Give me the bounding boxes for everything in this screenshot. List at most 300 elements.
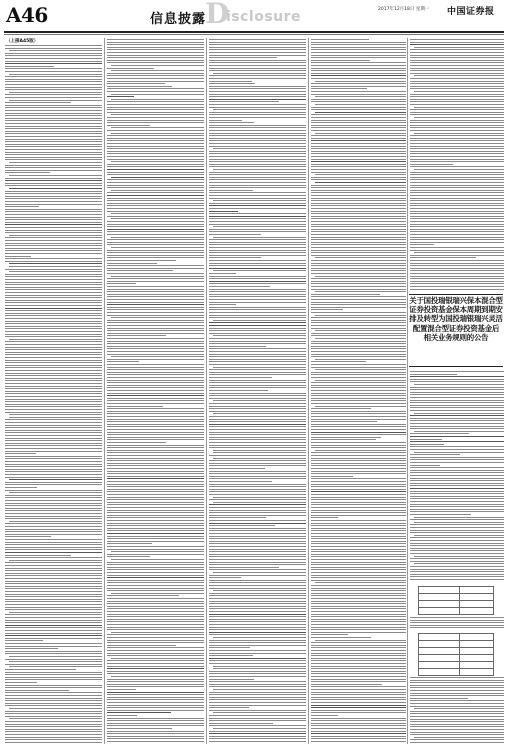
text-column-3: [209, 38, 306, 744]
text-line: [315, 104, 406, 105]
text-line: [410, 726, 504, 727]
text-line: [107, 393, 204, 394]
column-divider: [104, 38, 105, 744]
text-line: [5, 126, 102, 127]
text-line: [209, 127, 306, 128]
text-line: [107, 101, 204, 102]
text-line: [311, 671, 406, 672]
text-line: [5, 243, 102, 244]
text-line: [410, 703, 504, 704]
text-line: [209, 299, 306, 300]
text-line: [209, 684, 306, 685]
text-line: [410, 376, 504, 377]
text-line: [410, 504, 504, 505]
text-line: [5, 565, 102, 566]
text-line: [107, 406, 163, 407]
text-line: [311, 328, 406, 329]
text-line: [107, 283, 136, 284]
text-line: [5, 547, 102, 548]
text-line: [213, 458, 306, 459]
text-line: [107, 200, 204, 201]
text-line: [5, 586, 102, 587]
text-line: [5, 409, 102, 410]
text-line: [5, 144, 102, 145]
masthead: [0, 0, 508, 30]
text-line: [311, 702, 406, 703]
text-line: [311, 260, 406, 261]
text-line: [414, 252, 504, 253]
text-line: [311, 117, 406, 118]
text-line: [311, 614, 406, 615]
text-line: [209, 523, 306, 524]
text-line: [410, 73, 504, 74]
text-line: [311, 699, 406, 700]
text-line: [9, 100, 102, 101]
text-line: [111, 559, 204, 560]
text-line: [410, 239, 504, 240]
text-line: [5, 287, 102, 288]
text-line: [209, 57, 277, 58]
text-line: [107, 159, 204, 160]
text-line: [107, 315, 204, 316]
text-line: [311, 198, 406, 199]
text-line: [311, 395, 406, 396]
text-line: [107, 640, 204, 641]
text-line: [209, 348, 306, 349]
text-line: [5, 347, 102, 348]
text-line: [311, 736, 406, 737]
text-line: [5, 123, 102, 124]
text-line: [209, 346, 266, 347]
text-line: [107, 343, 204, 344]
text-line: [107, 216, 204, 217]
text-line: [5, 711, 102, 712]
text-line: [311, 463, 406, 464]
text-line: [107, 224, 204, 225]
text-line: [209, 252, 306, 253]
text-line: [107, 330, 204, 331]
text-line: [209, 663, 306, 664]
text-line: [107, 359, 204, 360]
text-line: [311, 694, 406, 695]
text-line: [209, 629, 306, 630]
text-line: [311, 569, 406, 570]
text-line: [5, 588, 102, 589]
text-line: [107, 348, 204, 349]
text-line: [311, 486, 406, 487]
text-line: [209, 380, 306, 381]
text-line: [107, 611, 204, 612]
text-line: [209, 198, 306, 199]
text-line: [107, 221, 204, 222]
text-line: [107, 302, 204, 303]
text-line: [111, 658, 204, 659]
text-line: [311, 731, 406, 732]
text-line: [5, 279, 102, 280]
text-line: [311, 507, 406, 508]
text-line: [107, 585, 204, 586]
text-line: [410, 509, 504, 510]
text-line: [410, 519, 504, 520]
text-line: [107, 372, 204, 373]
text-line: [311, 484, 406, 485]
text-line: [107, 198, 204, 199]
text-line: [107, 260, 176, 261]
text-line: [209, 538, 306, 539]
text-line: [5, 575, 102, 576]
text-line: [5, 614, 102, 615]
text-line: [5, 568, 102, 569]
text-line: [107, 710, 204, 711]
text-line: [410, 687, 504, 688]
text-line: [5, 373, 102, 374]
text-line: [5, 196, 102, 197]
text-line: [209, 515, 306, 516]
text-line: [5, 154, 102, 155]
text-line: [410, 693, 504, 694]
text-line: [5, 115, 102, 116]
text-line: [107, 588, 204, 589]
text-line: [107, 125, 150, 126]
text-line: [107, 715, 137, 716]
text-line: [410, 397, 504, 398]
text-line: [107, 515, 204, 516]
column-text: [410, 370, 504, 582]
text-line: [111, 190, 204, 191]
text-line: [5, 331, 102, 332]
text-line: [107, 614, 204, 615]
text-line: [107, 663, 204, 664]
text-line: [107, 504, 204, 505]
text-line: [5, 534, 102, 535]
text-line: [5, 302, 102, 303]
text-line: [213, 590, 306, 591]
text-line: [107, 694, 204, 695]
text-line: [9, 417, 102, 418]
text-line: [315, 369, 406, 370]
text-line: [5, 245, 102, 246]
text-line: [213, 226, 306, 227]
text-line: [107, 692, 204, 693]
text-line: [209, 283, 306, 284]
text-line: [311, 86, 406, 87]
text-line: [209, 551, 306, 552]
text-line: [410, 260, 504, 261]
text-line: [5, 87, 102, 88]
text-line: [311, 192, 406, 193]
issue-date: 2017年12月18日 星期一: [378, 7, 430, 12]
text-line: [209, 499, 306, 500]
text-line: [111, 632, 204, 633]
text-line: [209, 377, 272, 378]
text-line: [410, 480, 504, 481]
text-line: [311, 645, 406, 646]
text-line: [209, 601, 306, 602]
text-line: [209, 478, 306, 479]
text-line: [5, 178, 102, 179]
text-line: [410, 164, 453, 165]
text-line: [107, 390, 204, 391]
text-line: [5, 258, 102, 259]
text-line: [209, 562, 306, 563]
text-line: [209, 325, 306, 326]
text-line: [209, 525, 275, 526]
text-line: [111, 114, 204, 115]
text-line: [311, 221, 406, 222]
text-line: [410, 208, 504, 209]
text-line: [311, 432, 406, 433]
text-line: [5, 469, 102, 470]
text-line: [9, 656, 102, 657]
text-line: [107, 517, 204, 518]
text-line: [107, 226, 204, 227]
text-line: [209, 133, 306, 134]
text-line: [410, 695, 504, 696]
text-line: [209, 309, 306, 310]
text-line: [5, 180, 102, 181]
text-line: [209, 395, 306, 396]
text-line: [5, 505, 102, 506]
text-line: [410, 62, 504, 63]
text-line: [107, 179, 204, 180]
text-line: [5, 448, 102, 449]
text-line: [209, 528, 306, 529]
text-line: [107, 481, 204, 482]
text-line: [410, 617, 504, 618]
text-line: [311, 580, 406, 581]
text-line: [410, 156, 504, 157]
text-line: [209, 359, 306, 360]
text-line: [311, 627, 406, 628]
text-line: [107, 731, 204, 732]
text-line: [5, 651, 102, 652]
text-line: [209, 211, 238, 212]
text-line: [209, 694, 306, 695]
text-line: [209, 140, 306, 141]
text-line: [410, 190, 504, 191]
text-line: [209, 159, 306, 160]
text-line: [414, 384, 504, 385]
text-line: [5, 695, 102, 696]
text-line: [209, 328, 306, 329]
text-line: [311, 127, 406, 128]
text-line: [311, 504, 406, 505]
text-line: [209, 182, 306, 183]
text-line: [311, 577, 406, 578]
text-line: [410, 172, 504, 173]
text-line: [209, 554, 306, 555]
text-line: [410, 716, 504, 717]
text-line: [5, 557, 102, 558]
text-line: [311, 348, 406, 349]
text-line: [107, 109, 204, 110]
text-line: [410, 537, 504, 538]
text-line: [311, 265, 406, 266]
text-line: [209, 351, 306, 352]
text-line: [5, 461, 102, 462]
text-line: [5, 386, 102, 387]
text-line: [5, 354, 102, 355]
text-line: [209, 741, 306, 742]
text-line: [107, 44, 204, 45]
text-line: [410, 706, 504, 707]
text-line: [311, 75, 406, 76]
text-line: [107, 380, 204, 381]
text-line: [5, 703, 102, 704]
text-line: [107, 369, 204, 370]
text-line: [209, 439, 306, 440]
text-line: [5, 484, 102, 485]
text-line: [5, 58, 102, 59]
text-line: [5, 591, 102, 592]
text-line: [5, 724, 102, 725]
text-line: [5, 170, 102, 171]
text-line: [414, 452, 504, 453]
text-line: [107, 338, 204, 339]
text-line: [410, 387, 504, 388]
text-line: [107, 608, 204, 609]
text-line: [209, 608, 306, 609]
text-line: [5, 406, 102, 407]
text-line: [209, 374, 306, 375]
text-line: [5, 523, 102, 524]
text-line: [209, 471, 306, 472]
text-line: [209, 294, 306, 295]
text-line: [410, 622, 504, 623]
text-line: [311, 523, 406, 524]
text-line: [311, 647, 406, 648]
text-line: [209, 408, 306, 409]
text-line: [107, 403, 204, 404]
text-line: [5, 211, 102, 212]
text-line: [107, 75, 204, 76]
text-line: [107, 140, 204, 141]
text-line: [311, 177, 406, 178]
text-line: [311, 494, 406, 495]
text-line: [311, 403, 406, 404]
text-line: [209, 250, 306, 251]
text-line: [107, 681, 204, 682]
text-line: [9, 266, 102, 267]
text-line: [209, 720, 306, 721]
headline-line: 排及转型为国投瑞银瑞兴灵活: [409, 314, 503, 324]
text-line: [209, 442, 306, 443]
text-line: [107, 398, 204, 399]
text-line: [311, 156, 406, 157]
text-line: [5, 487, 37, 488]
text-line: [410, 514, 471, 515]
text-line: [5, 165, 102, 166]
text-line: [5, 146, 102, 147]
text-line: [209, 83, 255, 84]
text-line: [209, 70, 306, 71]
text-line: [311, 278, 406, 279]
text-line: [209, 512, 306, 513]
text-line: [414, 522, 504, 523]
text-line: [311, 715, 338, 716]
text-line: [5, 583, 102, 584]
text-line: [410, 690, 504, 691]
text-line: [410, 415, 504, 416]
text-line: [5, 152, 102, 153]
text-line: [410, 263, 504, 264]
text-line: [209, 582, 306, 583]
text-line: [311, 138, 406, 139]
text-line: [209, 278, 306, 279]
text-line: [5, 391, 102, 392]
text-line: [311, 125, 406, 126]
text-line: [315, 406, 406, 407]
text-line: [311, 205, 406, 206]
text-line: [209, 533, 306, 534]
column-text: [209, 38, 306, 744]
text-line: [414, 737, 504, 738]
text-line: [410, 226, 504, 227]
text-line: [5, 284, 102, 285]
text-line: [311, 689, 406, 690]
text-line: [107, 447, 204, 448]
text-line: [209, 671, 306, 672]
text-line: [107, 91, 204, 92]
text-line: [5, 289, 102, 290]
text-line: [5, 66, 54, 67]
text-line: [311, 572, 406, 573]
text-line: [209, 507, 306, 508]
text-line: [107, 234, 204, 235]
text-line: [213, 450, 306, 451]
text-line: [5, 269, 102, 270]
text-line: [410, 187, 504, 188]
text-line: [209, 489, 306, 490]
text-line: [5, 698, 102, 699]
text-line: [5, 84, 102, 85]
text-line: [311, 107, 406, 108]
text-line: [311, 114, 406, 115]
text-line: [107, 208, 204, 209]
text-line: [311, 741, 406, 742]
text-line: [311, 512, 406, 513]
text-line: [209, 153, 306, 154]
text-line: [410, 242, 504, 243]
column-divider: [206, 38, 207, 744]
text-line: [9, 188, 102, 189]
text-line: [107, 205, 204, 206]
text-line: [5, 172, 50, 173]
text-line: [5, 230, 102, 231]
text-line: [311, 73, 406, 74]
text-line: [311, 468, 406, 469]
text-line: [107, 452, 204, 453]
text-line: [5, 401, 102, 402]
text-line: [311, 653, 406, 654]
text-line: [410, 268, 504, 269]
text-line: [5, 601, 102, 602]
text-line: [107, 725, 204, 726]
text-line: [410, 211, 504, 212]
text-line: [5, 669, 76, 670]
text-line: [311, 211, 406, 212]
text-line: [5, 167, 102, 168]
text-line: [414, 169, 504, 170]
text-line: [5, 646, 102, 647]
text-line: [213, 502, 306, 503]
text-line: [311, 598, 406, 599]
text-line: [5, 159, 102, 160]
text-line: [5, 471, 102, 472]
text-line: [311, 159, 406, 160]
text-line: [5, 219, 102, 220]
text-line: [410, 433, 469, 434]
